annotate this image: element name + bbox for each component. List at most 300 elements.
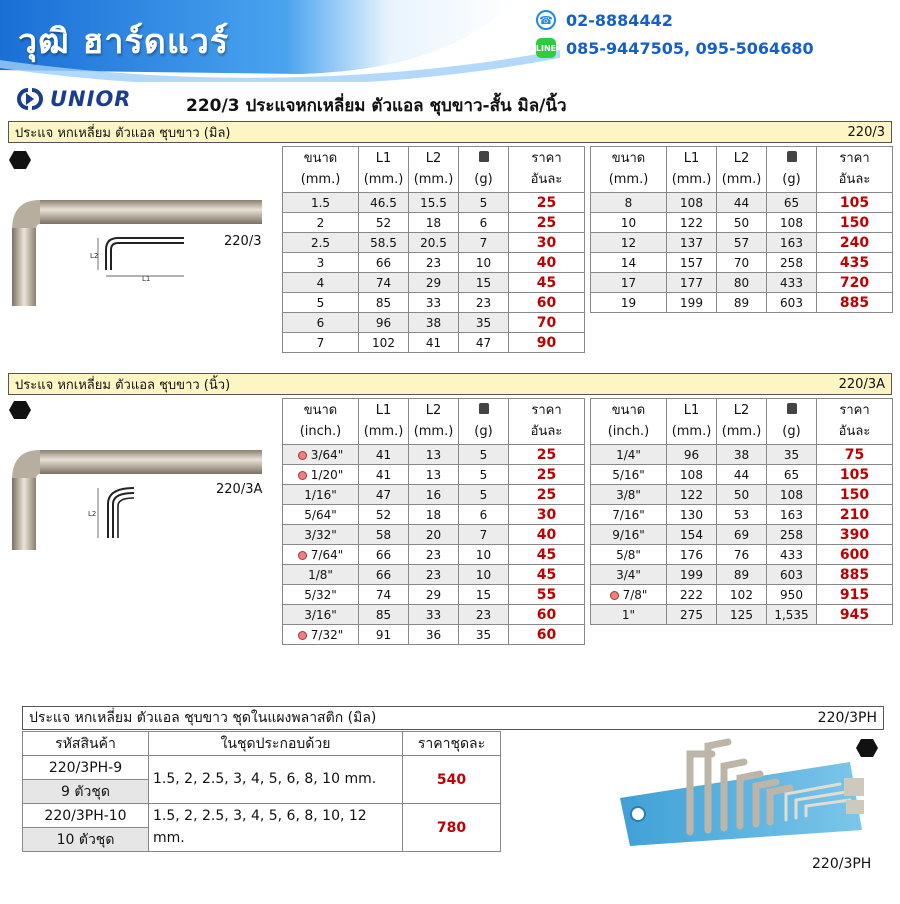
table-row <box>283 445 585 465</box>
metric-table-left <box>282 146 585 353</box>
l1-cell: 91 <box>359 625 409 645</box>
l2-cell: 13 <box>409 465 459 485</box>
col-size-label: ขนาด <box>303 150 338 166</box>
col-l1 <box>667 147 717 193</box>
l2-cell: 23 <box>409 545 459 565</box>
weight-cell: 6 <box>459 505 509 525</box>
weight-cell: 603 <box>767 293 817 313</box>
table-row <box>283 193 585 213</box>
l1-cell: 122 <box>667 213 717 233</box>
size-cell: 7/32" <box>283 625 359 645</box>
price-cell: 720 <box>817 273 893 293</box>
line-contact[interactable] <box>536 38 814 58</box>
l1-cell: 108 <box>667 193 717 213</box>
col-l1-label: L1 <box>375 402 392 418</box>
table-row <box>283 213 585 233</box>
col-l2-label: (mm.) <box>413 423 454 439</box>
set-contents: 1.5, 2, 2.5, 3, 4, 5, 6, 8, 10, 12 mm. <box>149 804 403 852</box>
size-cell: 3/64" <box>283 445 359 465</box>
set-count: 9 ตัวชุด <box>23 780 149 804</box>
col-size-label: ขนาด <box>303 402 338 418</box>
l2-cell: 76 <box>717 545 767 565</box>
special-order-dot-icon <box>610 591 619 600</box>
size-cell: 10 <box>591 213 667 233</box>
price-cell: 60 <box>509 625 585 645</box>
weight-cell: 5 <box>459 193 509 213</box>
price-cell: 40 <box>509 253 585 273</box>
table-row <box>591 465 893 485</box>
price-cell: 70 <box>509 313 585 333</box>
col-weight-label: (g) <box>474 171 493 187</box>
col-price <box>817 399 893 445</box>
price-cell: 75 <box>817 445 893 465</box>
l2-cell: 33 <box>409 605 459 625</box>
header-banner <box>0 0 900 82</box>
col-weight <box>459 399 509 445</box>
weight-cell: 5 <box>459 485 509 505</box>
col-size-label: ขนาด <box>611 150 646 166</box>
inch-table-left <box>282 398 585 645</box>
col-l1 <box>667 399 717 445</box>
l2-cell: 23 <box>409 253 459 273</box>
l1-cell: 58.5 <box>359 233 409 253</box>
col-price-label: อันละ <box>838 171 871 187</box>
size-cell: 2 <box>283 213 359 233</box>
col-l2-label: L2 <box>425 150 442 166</box>
weight-cell: 163 <box>767 233 817 253</box>
col-size-label: (inch.) <box>607 423 650 439</box>
l2-cell: 13 <box>409 445 459 465</box>
size-cell: 3/32" <box>283 525 359 545</box>
price-cell: 25 <box>509 465 585 485</box>
col-l1-label: (mm.) <box>363 171 404 187</box>
weight-icon <box>479 403 489 414</box>
col-price <box>817 147 893 193</box>
col-l1-label: L1 <box>683 402 700 418</box>
weight-cell: 35 <box>459 313 509 333</box>
table-row <box>283 333 585 353</box>
table-row <box>283 525 585 545</box>
col-l1 <box>359 147 409 193</box>
l2-cell: 23 <box>409 565 459 585</box>
price-cell: 435 <box>817 253 893 273</box>
metric-table-right <box>590 146 893 313</box>
weight-cell: 433 <box>767 545 817 565</box>
table-row <box>591 505 893 525</box>
l1-cell: 46.5 <box>359 193 409 213</box>
special-order-dot-icon <box>298 631 307 640</box>
col-price <box>509 147 585 193</box>
l2-cell: 38 <box>717 445 767 465</box>
table-row <box>591 445 893 465</box>
col-price-label: ราคา <box>531 402 562 418</box>
table-header-row <box>591 399 893 445</box>
phone-icon: ☎ <box>536 10 556 30</box>
l2-cell: 29 <box>409 273 459 293</box>
weight-cell: 15 <box>459 585 509 605</box>
l2-cell: 80 <box>717 273 767 293</box>
special-order-dot-icon <box>298 471 307 480</box>
l2-cell: 41 <box>409 333 459 353</box>
table-row <box>283 313 585 333</box>
col-product-code: รหัสสินค้า <box>23 732 149 756</box>
shop-name: วุฒิ ฮาร์ดแวร์ <box>18 22 230 62</box>
weight-cell: 35 <box>767 445 817 465</box>
price-cell: 915 <box>817 585 893 605</box>
set-price: 780 <box>403 804 501 852</box>
weight-cell: 65 <box>767 193 817 213</box>
col-l1-label: (mm.) <box>363 423 404 439</box>
size-cell: 7/16" <box>591 505 667 525</box>
table-row <box>283 465 585 485</box>
phone-number[interactable]: 02-8884442 <box>566 10 673 30</box>
price-cell: 40 <box>509 525 585 545</box>
price-cell: 945 <box>817 605 893 625</box>
special-order-dot-icon <box>298 451 307 460</box>
l2-cell: 102 <box>717 585 767 605</box>
size-cell: 1/20" <box>283 465 359 485</box>
size-cell: 9/16" <box>591 525 667 545</box>
price-cell: 105 <box>817 465 893 485</box>
l2-cell: 18 <box>409 213 459 233</box>
product-title: 220/3 ประแจหกเหลี่ยม ตัวแอล ชุบขาว-สั้น มิล/นิ้ว <box>186 96 567 116</box>
col-price <box>509 399 585 445</box>
col-weight <box>767 399 817 445</box>
weight-cell: 433 <box>767 273 817 293</box>
l1-cell: 157 <box>667 253 717 273</box>
price-cell: 150 <box>817 485 893 505</box>
l1-cell: 199 <box>667 293 717 313</box>
l2-cell: 89 <box>717 565 767 585</box>
col-l1 <box>359 399 409 445</box>
table-row <box>283 485 585 505</box>
size-cell: 1/8" <box>283 565 359 585</box>
weight-cell: 10 <box>459 565 509 585</box>
price-cell: 105 <box>817 193 893 213</box>
table-row <box>283 545 585 565</box>
price-cell: 45 <box>509 545 585 565</box>
weight-cell: 5 <box>459 445 509 465</box>
set-image-label: 220/3PH <box>812 856 872 872</box>
set-code: 220/3PH-9 <box>23 756 149 780</box>
l2-cell: 16 <box>409 485 459 505</box>
table-row <box>23 804 501 828</box>
col-l2-label: L2 <box>733 402 750 418</box>
price-cell: 25 <box>509 193 585 213</box>
size-cell: 1/16" <box>283 485 359 505</box>
l1-cell: 85 <box>359 605 409 625</box>
col-weight-label: (g) <box>782 171 801 187</box>
col-l2-label: (mm.) <box>721 171 762 187</box>
size-cell: 7 <box>283 333 359 353</box>
l1-cell: 102 <box>359 333 409 353</box>
size-cell: 6 <box>283 313 359 333</box>
price-cell: 240 <box>817 233 893 253</box>
set-table-header <box>23 732 501 756</box>
col-l1-label: L1 <box>683 150 700 166</box>
l1-cell: 58 <box>359 525 409 545</box>
l2-cell: 20.5 <box>409 233 459 253</box>
size-cell: 17 <box>591 273 667 293</box>
col-l2 <box>409 147 459 193</box>
l1-cell: 85 <box>359 293 409 313</box>
price-cell: 390 <box>817 525 893 545</box>
metric-section-title: ประแจ หกเหลี่ยม ตัวแอล ชุบขาว (มิล) <box>15 125 231 141</box>
col-l2 <box>717 147 767 193</box>
table-row <box>23 756 501 780</box>
table-row <box>591 293 893 313</box>
set-contents: 1.5, 2, 2.5, 3, 4, 5, 6, 8, 10 mm. <box>149 756 403 804</box>
l2-cell: 53 <box>717 505 767 525</box>
inch-table-right <box>590 398 893 625</box>
l2-cell: 20 <box>409 525 459 545</box>
table-row <box>591 525 893 545</box>
size-cell: 1" <box>591 605 667 625</box>
col-l2-label: (mm.) <box>413 171 454 187</box>
l1-cell: 154 <box>667 525 717 545</box>
l2-cell: 44 <box>717 465 767 485</box>
size-cell: 7/64" <box>283 545 359 565</box>
l1-cell: 177 <box>667 273 717 293</box>
col-l1-label: (mm.) <box>671 171 712 187</box>
l1-cell: 47 <box>359 485 409 505</box>
weight-cell: 23 <box>459 293 509 313</box>
col-l1-label: (mm.) <box>671 423 712 439</box>
col-weight-label: (g) <box>474 423 493 439</box>
price-cell: 90 <box>509 333 585 353</box>
l2-cell: 70 <box>717 253 767 273</box>
size-cell: 5/8" <box>591 545 667 565</box>
price-cell: 60 <box>509 293 585 313</box>
table-row <box>591 273 893 293</box>
size-cell: 3/16" <box>283 605 359 625</box>
price-cell: 30 <box>509 505 585 525</box>
weight-cell: 5 <box>459 465 509 485</box>
l1-cell: 275 <box>667 605 717 625</box>
l2-cell: 33 <box>409 293 459 313</box>
special-order-dot-icon <box>298 551 307 560</box>
set-price: 540 <box>403 756 501 804</box>
table-row <box>591 605 893 625</box>
l1-cell: 222 <box>667 585 717 605</box>
l2-cell: 36 <box>409 625 459 645</box>
size-cell: 5/16" <box>591 465 667 485</box>
col-l2 <box>409 399 459 445</box>
table-row <box>591 253 893 273</box>
set-section-header <box>22 706 884 730</box>
price-cell: 25 <box>509 485 585 505</box>
l1-cell: 41 <box>359 465 409 485</box>
table-header-row <box>591 147 893 193</box>
table-row <box>283 625 585 645</box>
size-cell: 8 <box>591 193 667 213</box>
size-cell: 2.5 <box>283 233 359 253</box>
l2-cell: 69 <box>717 525 767 545</box>
price-cell: 25 <box>509 445 585 465</box>
col-size <box>283 399 359 445</box>
weight-cell: 108 <box>767 485 817 505</box>
col-size <box>283 147 359 193</box>
price-cell: 30 <box>509 233 585 253</box>
l1-cell: 41 <box>359 445 409 465</box>
metric-image-label: 220/3 <box>224 234 262 249</box>
l2-cell: 125 <box>717 605 767 625</box>
table-row <box>591 565 893 585</box>
weight-cell: 950 <box>767 585 817 605</box>
weight-cell: 15 <box>459 273 509 293</box>
inch-section-code: 220/3A <box>838 376 885 392</box>
weight-cell: 258 <box>767 525 817 545</box>
weight-cell: 6 <box>459 213 509 233</box>
col-contents: ในชุดประกอบด้วย <box>149 732 403 756</box>
table-row <box>283 253 585 273</box>
l1-cell: 176 <box>667 545 717 565</box>
table-row <box>591 193 893 213</box>
col-price-label: อันละ <box>530 171 563 187</box>
size-cell: 1.5 <box>283 193 359 213</box>
price-cell: 210 <box>817 505 893 525</box>
l2-label: L2 <box>88 510 97 518</box>
unior-logo-icon <box>14 87 46 111</box>
l1-label: L1 <box>142 275 151 282</box>
col-l2-label: L2 <box>425 402 442 418</box>
size-cell: 5/32" <box>283 585 359 605</box>
col-price-label: อันละ <box>838 423 871 439</box>
table-row <box>283 585 585 605</box>
col-size-label: ขนาด <box>611 402 646 418</box>
inch-section-header <box>8 373 892 395</box>
col-l2-label: (mm.) <box>721 423 762 439</box>
size-cell: 12 <box>591 233 667 253</box>
col-weight <box>767 147 817 193</box>
metric-dimension-diagram <box>84 234 192 282</box>
metric-section-code: 220/3 <box>847 124 885 140</box>
weight-icon <box>787 403 797 414</box>
weight-cell: 108 <box>767 213 817 233</box>
size-cell: 3/4" <box>591 565 667 585</box>
col-set-price: ราคาชุดละ <box>403 732 501 756</box>
table-row <box>283 233 585 253</box>
l1-cell: 74 <box>359 273 409 293</box>
l1-cell: 66 <box>359 253 409 273</box>
l1-cell: 74 <box>359 585 409 605</box>
table-header-row <box>283 399 585 445</box>
col-price-label: ราคา <box>839 150 870 166</box>
table-row <box>283 565 585 585</box>
l2-cell: 15.5 <box>409 193 459 213</box>
size-cell: 7/8" <box>591 585 667 605</box>
l2-cell: 18 <box>409 505 459 525</box>
l1-cell: 108 <box>667 465 717 485</box>
weight-cell: 258 <box>767 253 817 273</box>
brand-logo <box>14 86 131 112</box>
set-section-title: ประแจ หกเหลี่ยม ตัวแอล ชุบขาว ชุดในแผงพลาสติก (มิล) <box>29 710 377 726</box>
col-price-label: ราคา <box>839 402 870 418</box>
l1-cell: 66 <box>359 565 409 585</box>
l1-cell: 130 <box>667 505 717 525</box>
col-weight-label: (g) <box>782 423 801 439</box>
phone-contact[interactable] <box>536 10 673 30</box>
line-app-icon: LINE <box>536 38 556 58</box>
table-row <box>283 605 585 625</box>
size-cell: 4 <box>283 273 359 293</box>
col-size-label: (inch.) <box>299 423 342 439</box>
price-cell: 885 <box>817 293 893 313</box>
size-cell: 14 <box>591 253 667 273</box>
col-size-label: (mm.) <box>608 171 649 187</box>
hexagon-icon <box>9 150 31 170</box>
l2-cell: 57 <box>717 233 767 253</box>
size-cell: 5 <box>283 293 359 313</box>
size-cell: 3/8" <box>591 485 667 505</box>
metric-section-header <box>8 121 892 143</box>
l1-cell: 52 <box>359 213 409 233</box>
table-row <box>591 585 893 605</box>
weight-icon <box>479 151 489 162</box>
brand-name: UNIOR <box>50 87 132 111</box>
price-cell: 600 <box>817 545 893 565</box>
col-weight <box>459 147 509 193</box>
set-count: 10 ตัวชุด <box>23 828 149 852</box>
inch-section-title: ประแจ หกเหลี่ยม ตัวแอล ชุบขาว (นิ้ว) <box>15 377 231 393</box>
table-row <box>591 213 893 233</box>
hexagon-icon <box>9 400 31 420</box>
l2-cell: 44 <box>717 193 767 213</box>
weight-cell: 10 <box>459 545 509 565</box>
weight-cell: 7 <box>459 525 509 545</box>
col-l2-label: L2 <box>733 150 750 166</box>
set-code: 220/3PH-10 <box>23 804 149 828</box>
weight-icon <box>787 151 797 162</box>
size-cell: 5/64" <box>283 505 359 525</box>
l2-label: L2 <box>90 252 99 260</box>
l2-cell: 50 <box>717 213 767 233</box>
price-cell: 60 <box>509 605 585 625</box>
col-l2 <box>717 399 767 445</box>
size-cell: 3 <box>283 253 359 273</box>
inch-dimension-diagram <box>86 484 136 544</box>
col-price-label: ราคา <box>531 150 562 166</box>
set-table <box>22 731 501 852</box>
table-row <box>591 485 893 505</box>
l2-cell: 38 <box>409 313 459 333</box>
l1-cell: 52 <box>359 505 409 525</box>
price-cell: 885 <box>817 565 893 585</box>
l1-cell: 199 <box>667 565 717 585</box>
size-cell: 1/4" <box>591 445 667 465</box>
set-holder-image <box>600 736 870 851</box>
l1-cell: 137 <box>667 233 717 253</box>
inch-image-label: 220/3A <box>216 482 263 497</box>
weight-cell: 163 <box>767 505 817 525</box>
set-section-code: 220/3PH <box>817 710 877 726</box>
line-numbers[interactable]: 085-9447505, 095-5064680 <box>566 38 814 58</box>
l2-cell: 89 <box>717 293 767 313</box>
l1-cell: 96 <box>667 445 717 465</box>
weight-cell: 1,535 <box>767 605 817 625</box>
l2-cell: 29 <box>409 585 459 605</box>
price-cell: 55 <box>509 585 585 605</box>
price-cell: 25 <box>509 213 585 233</box>
weight-cell: 603 <box>767 565 817 585</box>
weight-cell: 7 <box>459 233 509 253</box>
weight-cell: 10 <box>459 253 509 273</box>
col-size-label: (mm.) <box>300 171 341 187</box>
col-size <box>591 147 667 193</box>
table-row <box>283 505 585 525</box>
table-row <box>283 293 585 313</box>
price-cell: 150 <box>817 213 893 233</box>
